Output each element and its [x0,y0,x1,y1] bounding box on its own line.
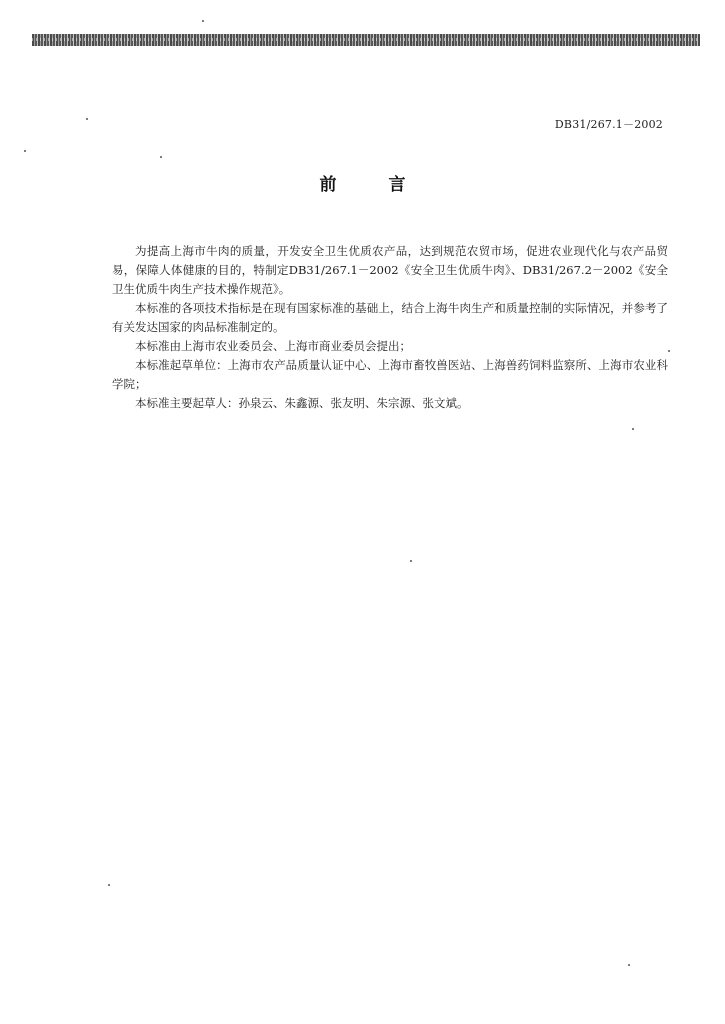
scan-speck [24,150,26,152]
scan-speck [86,118,88,120]
scan-speck [202,20,204,22]
scan-speck [108,884,110,886]
scan-speck [410,560,412,562]
paragraph-drafters: 本标准主要起草人：孙泉云、朱鑫源、张友明、朱宗源、张文斌。 [135,396,469,410]
scan-speck [628,964,630,966]
paragraph-drafting-units: 本标准起草单位：上海市农产品质量认证中心、上海市畜牧兽医站、上海兽药饲料监察所、上海市农业科学院； [112,358,668,391]
scan-speck [668,350,670,352]
paragraph-purpose: 为提高上海市牛肉的质量，开发安全卫生优质农产品，达到规范农贸市场，促进农业现代化与农产品贸易，保障人体健康的目的，特制定DB31/267.1－2002《安全卫生优质牛肉》、DB31/267.2－2002《安全卫生优质牛肉生产技术操作规范》。 [112,244,668,296]
foreword-body [112,242,668,413]
paragraph-proposer: 本标准由上海市农业委员会、上海市商业委员会提出； [135,339,411,353]
page-title: 前言 [319,175,458,195]
document-code: DB31/267.1－2002 [554,118,663,131]
scan-speck [160,156,162,158]
scan-artifact-band [32,34,700,46]
paragraph-basis: 本标准的各项技术指标是在现有国家标准的基础上，结合上海牛肉生产和质量控制的实际情况，并参考了有关发达国家的肉品标准制定的。 [112,301,668,334]
scan-speck [632,428,634,430]
